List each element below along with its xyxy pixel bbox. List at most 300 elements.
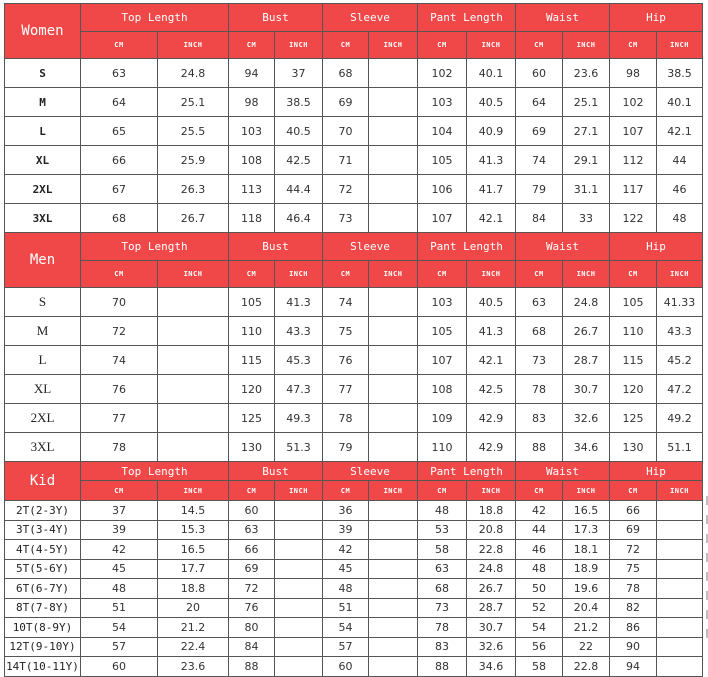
- table-row: [5, 598, 703, 618]
- measurement-cell: 66: [81, 146, 158, 175]
- measurement-cell: 31.1: [563, 175, 610, 204]
- unit-label-cm: CM: [323, 32, 369, 59]
- table-row: [5, 146, 703, 175]
- measurement-cell: 57: [81, 637, 158, 657]
- unit-label-cm: CM: [418, 261, 467, 288]
- measurement-cell: 47.3: [275, 375, 323, 404]
- column-header-bust: Bust: [229, 462, 323, 481]
- measurement-cell: 46: [657, 175, 703, 204]
- measurement-cell: 26.3: [158, 175, 229, 204]
- measurement-cell: 105: [229, 288, 275, 317]
- women-unit-row: [5, 32, 703, 59]
- unit-label-inch: INCH: [158, 481, 229, 501]
- measurement-cell: [369, 618, 418, 638]
- table-row: [5, 404, 703, 433]
- measurement-cell: [158, 288, 229, 317]
- measurement-cell: 107: [418, 204, 467, 233]
- measurement-cell: 45.2: [657, 346, 703, 375]
- measurement-cell: 68: [323, 59, 369, 88]
- measurement-cell: 57: [323, 637, 369, 657]
- measurement-cell: 104: [418, 117, 467, 146]
- column-header-pant-length: Pant Length: [418, 462, 516, 481]
- column-header-pant-length: Pant Length: [418, 233, 516, 261]
- measurement-cell: 44.4: [275, 175, 323, 204]
- measurement-cell: 41.7: [467, 175, 516, 204]
- measurement-cell: [369, 59, 418, 88]
- measurement-cell: [369, 501, 418, 521]
- measurement-cell: 107: [418, 346, 467, 375]
- measurement-cell: 40.1: [657, 88, 703, 117]
- unit-label-cm: CM: [418, 481, 467, 501]
- measurement-cell: 72: [323, 175, 369, 204]
- size-label: 4T(4-5Y): [5, 540, 81, 560]
- measurement-cell: 68: [418, 579, 467, 599]
- measurement-cell: 78: [516, 375, 563, 404]
- measurement-cell: 70: [323, 117, 369, 146]
- unit-label-cm: CM: [418, 32, 467, 59]
- measurement-cell: 17.3: [563, 520, 610, 540]
- size-label: M: [5, 317, 81, 346]
- measurement-cell: 79: [323, 433, 369, 462]
- measurement-cell: 78: [610, 579, 657, 599]
- unit-label-cm: CM: [229, 32, 275, 59]
- measurement-cell: 68: [81, 204, 158, 233]
- measurement-cell: 34.6: [467, 657, 516, 677]
- unit-label-cm: CM: [81, 32, 158, 59]
- measurement-cell: 60: [516, 59, 563, 88]
- measurement-cell: 24.8: [563, 288, 610, 317]
- size-label: XL: [5, 375, 81, 404]
- measurement-cell: 73: [323, 204, 369, 233]
- measurement-cell: 125: [229, 404, 275, 433]
- size-chart-body: [5, 4, 703, 677]
- measurement-cell: [369, 540, 418, 560]
- size-chart: [4, 3, 703, 677]
- measurement-cell: 79: [516, 175, 563, 204]
- measurement-cell: 64: [81, 88, 158, 117]
- measurement-cell: 41.3: [467, 146, 516, 175]
- measurement-cell: 29.1: [563, 146, 610, 175]
- measurement-cell: 76: [81, 375, 158, 404]
- measurement-cell: 115: [610, 346, 657, 375]
- measurement-cell: [657, 579, 703, 599]
- measurement-cell: 106: [418, 175, 467, 204]
- measurement-cell: 47.2: [657, 375, 703, 404]
- measurement-cell: 45: [323, 559, 369, 579]
- measurement-cell: 42: [81, 540, 158, 560]
- column-header-top-length: Top Length: [81, 462, 229, 481]
- measurement-cell: [369, 637, 418, 657]
- measurement-cell: [369, 520, 418, 540]
- women-section-title: Women: [5, 4, 81, 59]
- measurement-cell: [158, 375, 229, 404]
- measurement-cell: 112: [610, 146, 657, 175]
- table-row: [5, 88, 703, 117]
- measurement-cell: 41.33: [657, 288, 703, 317]
- unit-label-inch: INCH: [369, 481, 418, 501]
- measurement-cell: [657, 559, 703, 579]
- column-header-top-length: Top Length: [81, 233, 229, 261]
- measurement-cell: 78: [418, 618, 467, 638]
- measurement-cell: 46: [516, 540, 563, 560]
- measurement-cell: 73: [516, 346, 563, 375]
- men-section-title: Men: [5, 233, 81, 288]
- measurement-cell: 107: [610, 117, 657, 146]
- measurement-cell: 21.2: [563, 618, 610, 638]
- measurement-cell: 18.9: [563, 559, 610, 579]
- unit-label-inch: INCH: [563, 261, 610, 288]
- size-label: 12T(9-10Y): [5, 637, 81, 657]
- kid-header-row: [5, 462, 703, 481]
- measurement-cell: 51: [81, 598, 158, 618]
- measurement-cell: 38.5: [657, 59, 703, 88]
- measurement-cell: 15.3: [158, 520, 229, 540]
- measurement-cell: 30.7: [467, 618, 516, 638]
- measurement-cell: [369, 657, 418, 677]
- measurement-cell: 26.7: [467, 579, 516, 599]
- table-row: [5, 117, 703, 146]
- measurement-cell: 72: [81, 317, 158, 346]
- column-header-top-length: Top Length: [81, 4, 229, 32]
- measurement-cell: 73: [418, 598, 467, 618]
- measurement-cell: 66: [610, 501, 657, 521]
- unit-label-inch: INCH: [563, 481, 610, 501]
- table-row: [5, 317, 703, 346]
- measurement-cell: 130: [229, 433, 275, 462]
- size-label: 5T(5-6Y): [5, 559, 81, 579]
- measurement-cell: 67: [81, 175, 158, 204]
- column-header-bust: Bust: [229, 4, 323, 32]
- measurement-cell: 113: [229, 175, 275, 204]
- measurement-cell: 16.5: [563, 501, 610, 521]
- measurement-cell: 50: [516, 579, 563, 599]
- unit-label-inch: INCH: [563, 32, 610, 59]
- measurement-cell: [275, 540, 323, 560]
- kid-section-title: Kid: [5, 462, 81, 501]
- measurement-cell: [158, 404, 229, 433]
- measurement-cell: 42.5: [275, 146, 323, 175]
- size-label: XL: [5, 146, 81, 175]
- measurement-cell: 83: [516, 404, 563, 433]
- measurement-cell: 39: [81, 520, 158, 540]
- column-header-pant-length: Pant Length: [418, 4, 516, 32]
- measurement-cell: 71: [323, 146, 369, 175]
- measurement-cell: 80: [229, 618, 275, 638]
- measurement-cell: 74: [81, 346, 158, 375]
- measurement-cell: 44: [657, 146, 703, 175]
- measurement-cell: 94: [610, 657, 657, 677]
- measurement-cell: [369, 317, 418, 346]
- measurement-cell: 58: [418, 540, 467, 560]
- measurement-cell: 18.8: [467, 501, 516, 521]
- unit-label-cm: CM: [516, 32, 563, 59]
- measurement-cell: 25.9: [158, 146, 229, 175]
- measurement-cell: [158, 317, 229, 346]
- measurement-cell: 51: [323, 598, 369, 618]
- unit-label-inch: INCH: [158, 261, 229, 288]
- measurement-cell: [158, 433, 229, 462]
- measurement-cell: 103: [418, 288, 467, 317]
- unit-label-inch: INCH: [657, 261, 703, 288]
- measurement-cell: 108: [418, 375, 467, 404]
- unit-label-inch: INCH: [275, 261, 323, 288]
- measurement-cell: [275, 598, 323, 618]
- measurement-cell: 77: [81, 404, 158, 433]
- measurement-cell: 34.6: [563, 433, 610, 462]
- column-header-waist: Waist: [516, 462, 610, 481]
- measurement-cell: 69: [516, 117, 563, 146]
- measurement-cell: [369, 117, 418, 146]
- measurement-cell: 75: [610, 559, 657, 579]
- measurement-cell: 64: [516, 88, 563, 117]
- table-row: [5, 657, 703, 677]
- measurement-cell: 88: [229, 657, 275, 677]
- measurement-cell: 46.4: [275, 204, 323, 233]
- measurement-cell: 18.8: [158, 579, 229, 599]
- measurement-cell: [275, 559, 323, 579]
- measurement-cell: 40.5: [467, 288, 516, 317]
- measurement-cell: [657, 520, 703, 540]
- measurement-cell: 40.1: [467, 59, 516, 88]
- column-header-hip: Hip: [610, 233, 703, 261]
- measurement-cell: 48: [657, 204, 703, 233]
- measurement-cell: 32.6: [563, 404, 610, 433]
- measurement-cell: 42: [323, 540, 369, 560]
- size-label: 3XL: [5, 204, 81, 233]
- size-label: 6T(6-7Y): [5, 579, 81, 599]
- measurement-cell: 60: [229, 501, 275, 521]
- table-row: [5, 175, 703, 204]
- measurement-cell: 120: [610, 375, 657, 404]
- measurement-cell: 63: [418, 559, 467, 579]
- measurement-cell: 84: [229, 637, 275, 657]
- measurement-cell: 102: [610, 88, 657, 117]
- table-row: [5, 375, 703, 404]
- measurement-cell: 110: [229, 317, 275, 346]
- measurement-cell: 110: [610, 317, 657, 346]
- measurement-cell: [369, 175, 418, 204]
- unit-label-inch: INCH: [275, 32, 323, 59]
- measurement-cell: [369, 404, 418, 433]
- size-label: 2T(2-3Y): [5, 501, 81, 521]
- unit-label-cm: CM: [229, 261, 275, 288]
- measurement-cell: 58: [516, 657, 563, 677]
- unit-label-inch: INCH: [369, 261, 418, 288]
- column-header-sleeve: Sleeve: [323, 4, 418, 32]
- measurement-cell: 98: [229, 88, 275, 117]
- measurement-cell: 25.1: [158, 88, 229, 117]
- table-row: [5, 59, 703, 88]
- measurement-cell: [275, 501, 323, 521]
- measurement-cell: [369, 559, 418, 579]
- table-row: [5, 204, 703, 233]
- measurement-cell: 51.3: [275, 433, 323, 462]
- unit-label-inch: INCH: [467, 32, 516, 59]
- unit-label-cm: CM: [516, 261, 563, 288]
- measurement-cell: 63: [81, 59, 158, 88]
- measurement-cell: [369, 375, 418, 404]
- size-label: 10T(8-9Y): [5, 618, 81, 638]
- measurement-cell: 23.6: [563, 59, 610, 88]
- measurement-cell: 122: [610, 204, 657, 233]
- measurement-cell: 108: [229, 146, 275, 175]
- measurement-cell: 22.8: [563, 657, 610, 677]
- men-unit-row: [5, 261, 703, 288]
- measurement-cell: 48: [418, 501, 467, 521]
- measurement-cell: 98: [610, 59, 657, 88]
- measurement-cell: 42.5: [467, 375, 516, 404]
- unit-label-inch: INCH: [467, 261, 516, 288]
- measurement-cell: 54: [516, 618, 563, 638]
- measurement-cell: 76: [229, 598, 275, 618]
- measurement-cell: 84: [516, 204, 563, 233]
- measurement-cell: 48: [81, 579, 158, 599]
- measurement-cell: 54: [81, 618, 158, 638]
- unit-label-cm: CM: [516, 481, 563, 501]
- measurement-cell: [657, 637, 703, 657]
- measurement-cell: 76: [323, 346, 369, 375]
- table-row: [5, 433, 703, 462]
- measurement-cell: 72: [610, 540, 657, 560]
- measurement-cell: 42: [516, 501, 563, 521]
- measurement-cell: 110: [418, 433, 467, 462]
- measurement-cell: 63: [229, 520, 275, 540]
- measurement-cell: 66: [229, 540, 275, 560]
- unit-label-cm: CM: [81, 481, 158, 501]
- measurement-cell: [275, 520, 323, 540]
- unit-label-cm: CM: [229, 481, 275, 501]
- measurement-cell: 25.1: [563, 88, 610, 117]
- unit-label-inch: INCH: [657, 481, 703, 501]
- measurement-cell: 72: [229, 579, 275, 599]
- measurement-cell: 36: [323, 501, 369, 521]
- measurement-cell: 88: [516, 433, 563, 462]
- measurement-cell: 28.7: [563, 346, 610, 375]
- measurement-cell: 60: [81, 657, 158, 677]
- column-header-hip: Hip: [610, 4, 703, 32]
- table-row: [5, 618, 703, 638]
- column-header-waist: Waist: [516, 4, 610, 32]
- measurement-cell: [369, 88, 418, 117]
- unit-label-inch: INCH: [657, 32, 703, 59]
- unit-label-cm: CM: [610, 261, 657, 288]
- table-row: [5, 520, 703, 540]
- size-label: S: [5, 288, 81, 317]
- unit-label-inch: INCH: [158, 32, 229, 59]
- column-header-sleeve: Sleeve: [323, 462, 418, 481]
- measurement-cell: 30.7: [563, 375, 610, 404]
- column-header-sleeve: Sleeve: [323, 233, 418, 261]
- measurement-cell: 115: [229, 346, 275, 375]
- measurement-cell: [275, 637, 323, 657]
- measurement-cell: [369, 598, 418, 618]
- measurement-cell: 118: [229, 204, 275, 233]
- measurement-cell: [275, 657, 323, 677]
- table-row: [5, 288, 703, 317]
- measurement-cell: 14.5: [158, 501, 229, 521]
- measurement-cell: 43.3: [275, 317, 323, 346]
- measurement-cell: 103: [418, 88, 467, 117]
- measurement-cell: 25.5: [158, 117, 229, 146]
- unit-label-cm: CM: [81, 261, 158, 288]
- size-label: L: [5, 346, 81, 375]
- measurement-cell: 69: [610, 520, 657, 540]
- measurement-cell: 130: [610, 433, 657, 462]
- measurement-cell: 49.2: [657, 404, 703, 433]
- measurement-cell: 45.3: [275, 346, 323, 375]
- measurement-cell: 37: [81, 501, 158, 521]
- measurement-cell: [369, 288, 418, 317]
- measurement-cell: [657, 657, 703, 677]
- measurement-cell: [369, 579, 418, 599]
- measurement-cell: [275, 618, 323, 638]
- size-label: 3T(3-4Y): [5, 520, 81, 540]
- measurement-cell: [275, 579, 323, 599]
- measurement-cell: 43.3: [657, 317, 703, 346]
- size-label: L: [5, 117, 81, 146]
- measurement-cell: 78: [81, 433, 158, 462]
- measurement-cell: 24.8: [467, 559, 516, 579]
- men-header-row: [5, 233, 703, 261]
- unit-label-inch: INCH: [467, 481, 516, 501]
- measurement-cell: 69: [229, 559, 275, 579]
- measurement-cell: 117: [610, 175, 657, 204]
- size-label: 2XL: [5, 404, 81, 433]
- measurement-cell: 20: [158, 598, 229, 618]
- measurement-cell: 120: [229, 375, 275, 404]
- size-label: 3XL: [5, 433, 81, 462]
- unit-label-cm: CM: [610, 481, 657, 501]
- measurement-cell: 65: [81, 117, 158, 146]
- measurement-cell: 42.9: [467, 433, 516, 462]
- size-label: S: [5, 59, 81, 88]
- measurement-cell: 42.1: [657, 117, 703, 146]
- measurement-cell: 74: [516, 146, 563, 175]
- unit-label-cm: CM: [610, 32, 657, 59]
- measurement-cell: 38.5: [275, 88, 323, 117]
- measurement-cell: 26.7: [563, 317, 610, 346]
- unit-label-cm: CM: [323, 261, 369, 288]
- size-label: 14T(10-11Y): [5, 657, 81, 677]
- measurement-cell: 20.8: [467, 520, 516, 540]
- measurement-cell: 74: [323, 288, 369, 317]
- table-row: [5, 501, 703, 521]
- column-header-bust: Bust: [229, 233, 323, 261]
- measurement-cell: 52: [516, 598, 563, 618]
- measurement-cell: 44: [516, 520, 563, 540]
- measurement-cell: 20.4: [563, 598, 610, 618]
- measurement-cell: 27.1: [563, 117, 610, 146]
- measurement-cell: 94: [229, 59, 275, 88]
- women-header-row: [5, 4, 703, 32]
- measurement-cell: 22.4: [158, 637, 229, 657]
- table-row: [5, 637, 703, 657]
- measurement-cell: 22: [563, 637, 610, 657]
- measurement-cell: 23.6: [158, 657, 229, 677]
- measurement-cell: 60: [323, 657, 369, 677]
- measurement-cell: 32.6: [467, 637, 516, 657]
- measurement-cell: 75: [323, 317, 369, 346]
- measurement-cell: 69: [323, 88, 369, 117]
- measurement-cell: 53: [418, 520, 467, 540]
- measurement-cell: 63: [516, 288, 563, 317]
- measurement-cell: 77: [323, 375, 369, 404]
- measurement-cell: 40.5: [467, 88, 516, 117]
- measurement-cell: 82: [610, 598, 657, 618]
- size-chart-table: [4, 3, 703, 677]
- unit-label-inch: INCH: [275, 481, 323, 501]
- measurement-cell: 24.8: [158, 59, 229, 88]
